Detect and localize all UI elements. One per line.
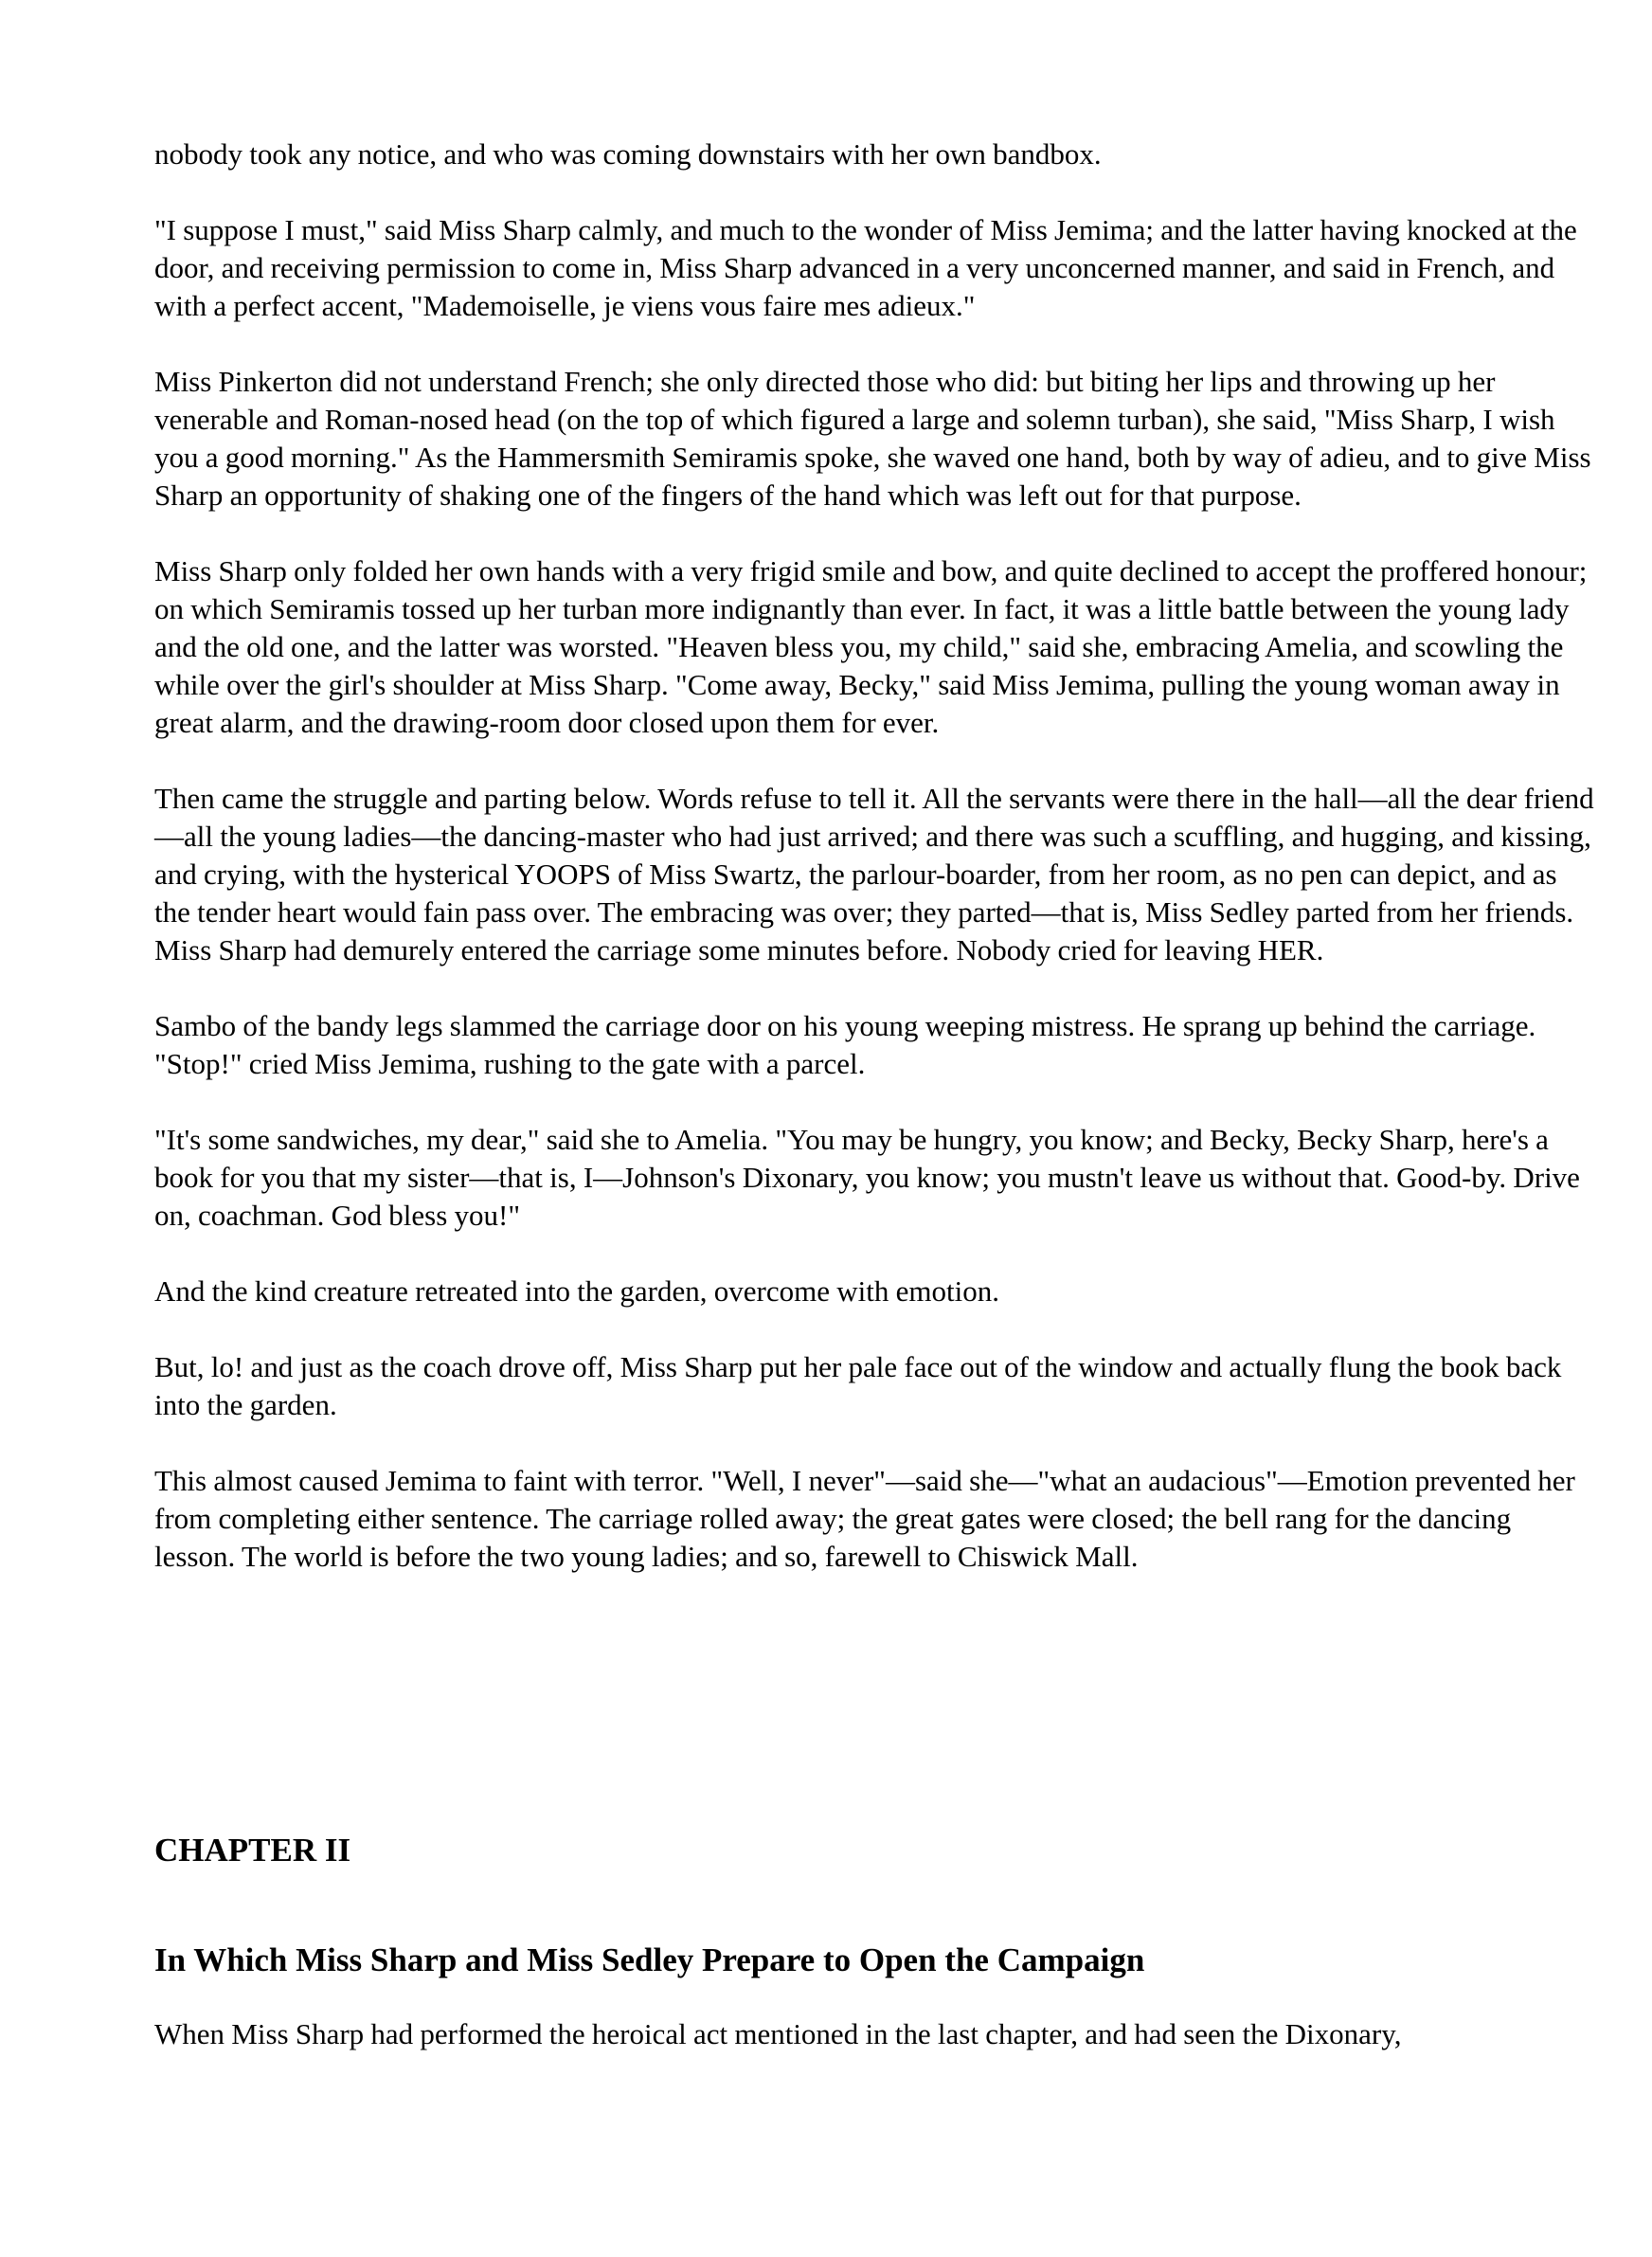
paragraph: nobody took any notice, and who was coming downstairs with her own bandbox. (154, 137, 1102, 171)
document-page (154, 135, 1594, 2091)
paragraph: But, lo! and just as the coach drove off, Miss Sharp put her pale face out of the window and actually flung the book back into the garden. (154, 1350, 1562, 1421)
chapter-opening-paragraph: When Miss Sharp had performed the heroical act mentioned in the last chapter, and had seen the Dixonary, (154, 2017, 1402, 2050)
paragraph: "It's some sandwiches, my dear," said she to Amelia. "You may be hungry, you know; and Becky, Becky Sharp, here's a book for you that my sister—that is, I—Johnson's Dixonary, you know; you mustn't leave us without that. Good-by. Drive on, coachman. God bless you!" (154, 1123, 1580, 1232)
paragraph: "I suppose I must," said Miss Sharp calmly, and much to the wonder of Miss Jemima; and the latter having knocked at the door, and receiving permission to come in, Miss Sharp advanced in a very unconcerned manner, and said in French, and with a perfect accent, "Mademoiselle, je viens vous faire mes adieux." (154, 213, 1577, 322)
chapter-title: In Which Miss Sharp and Miss Sedley Prepare to Open the Campaign (154, 1941, 1145, 1978)
paragraph: This almost caused Jemima to faint with terror. "Well, I never"—said she—"what an audacious"—Emotion prevented her from completing either sentence. The carriage rolled away; the great gates were closed; the bell rang for the dancing lesson. The world is before the two young ladies; and so, farewell to Chiswick Mall. (154, 1464, 1575, 1573)
paragraph: Miss Sharp only folded her own hands with a very frigid smile and bow, and quite declined to accept the proffered honour; on which Semiramis tossed up her turban more indignantly than ever. In fact, it was a little battle between the young lady and the old one, and the latter was worsted. "Heaven bless you, my child," said she, embracing Amelia, and scowling the while over the girl's shoulder at Miss Sharp. "Come away, Becky," said Miss Jemima, pulling the young woman away in great alarm, and the drawing-room door closed upon them for ever. (154, 554, 1588, 739)
paragraph: And the kind creature retreated into the garden, overcome with emotion. (154, 1274, 999, 1308)
chapter-heading: CHAPTER II (154, 1832, 351, 1869)
paragraph: Miss Pinkerton did not understand French; she only directed those who did: but biting her lips and throwing up her venerable and Roman-nosed head (on the top of which figured a large and solemn turban), she said, "Miss Sharp, I wish you a good morning." As the Hammersmith Semiramis spoke, she waved one hand, both by way of adieu, and to give Miss Sharp an opportunity of shaking one of the fingers of the hand which was left out for that purpose. (154, 365, 1591, 512)
section-gap (154, 1614, 1594, 1830)
paragraph: Then came the struggle and parting below. Words refuse to tell it. All the servants were there in the hall—all the dear friend—all the young ladies—the dancing-master who had just arrived; and there was such a scuffling, and hugging, and kissing, and crying, with the hysterical YOOPS of Miss Swartz, the parlour-boarder, from her room, as no pen can depict, and as the tender heart would fain pass over. The embracing was over; they parted—that is, Miss Sedley parted from her friends. Miss Sharp had demurely entered the carriage some minutes before. Nobody cried for leaving HER. (154, 782, 1594, 966)
paragraph: Sambo of the bandy legs slammed the carriage door on his young weeping mistress. He sprang up behind the carriage. "Stop!" cried Miss Jemima, rushing to the gate with a parcel. (154, 1009, 1536, 1080)
